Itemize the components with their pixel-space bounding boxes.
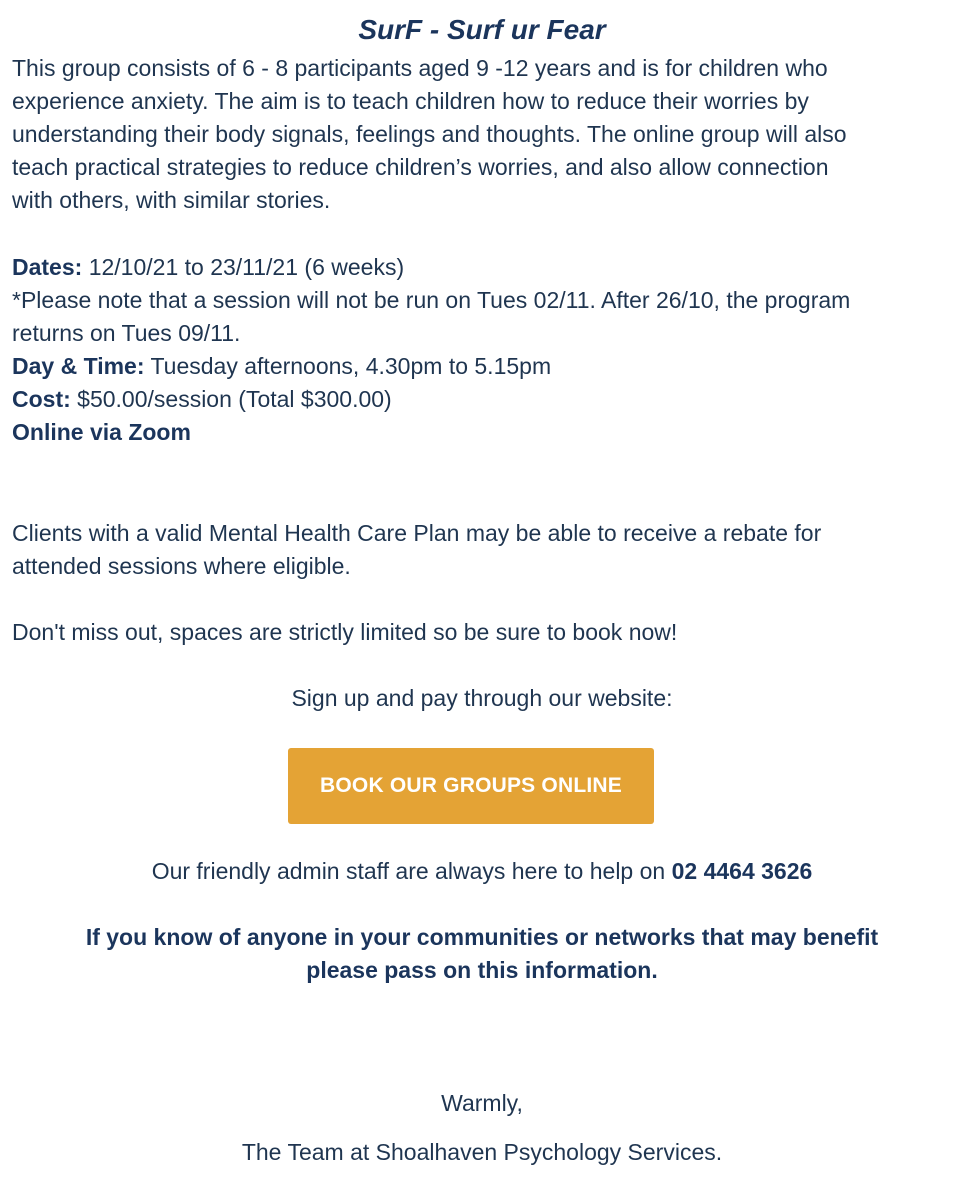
cost-label: Cost: (12, 386, 71, 412)
online-label: Online via Zoom (12, 419, 191, 445)
cost-value: $50.00/session (Total $300.00) (70, 386, 392, 412)
share-message (12, 921, 952, 987)
dates-label: Dates: (12, 254, 83, 280)
rebate-paragraph (12, 517, 946, 583)
schedule-note-line: returns on Tues 09/11. (12, 320, 241, 346)
daytime-value: Tuesday afternoons, 4.30pm to 5.15pm (144, 353, 552, 379)
intro-line: understanding their body signals, feelings and thoughts. The online group will also (12, 121, 847, 147)
daytime-label: Day & Time: (12, 353, 145, 379)
signup-text: Sign up and pay through our website: (291, 685, 673, 711)
intro-line: with others, with similar stories. (12, 187, 331, 213)
dont-miss-text: Don't miss out, spaces are strictly limited so be sure to book now! (12, 619, 678, 645)
share-line: If you know of anyone in your communities or networks that may benefit (85, 924, 879, 950)
signoff-team: The Team at Shoalhaven Psychology Services. (241, 1139, 723, 1165)
book-groups-online-button[interactable]: BOOK OUR GROUPS ONLINE (288, 748, 654, 824)
intro-line: experience anxiety. The aim is to teach children how to reduce their worries by (12, 88, 809, 114)
online-location (12, 416, 946, 449)
signoff-warmly: Warmly, (441, 1090, 523, 1116)
session-details (12, 251, 946, 449)
intro-paragraph (12, 52, 946, 217)
daytime-row (12, 350, 946, 383)
phone-number[interactable]: 02 4464 3626 (671, 858, 813, 884)
group-title: SurF - Surf ur Fear (358, 14, 606, 45)
dates-value: 12/10/21 to 23/11/21 (6 weeks) (82, 254, 405, 280)
schedule-note-line: *Please note that a session will not be run on Tues 02/11. After 26/10, the program (12, 287, 851, 313)
rebate-line: Clients with a valid Mental Health Care Plan may be able to receive a rebate for (12, 520, 822, 546)
admin-help-text (12, 855, 952, 888)
cost-row (12, 383, 946, 416)
rebate-line: attended sessions where eligible. (12, 553, 351, 579)
intro-line: This group consists of 6 - 8 participants aged 9 -12 years and is for children who (12, 55, 828, 81)
admin-help-label: Our friendly admin staff are always here to help on (151, 858, 672, 884)
dates-row (12, 251, 946, 284)
intro-line: teach practical strategies to reduce children’s worries, and also allow connection (12, 154, 829, 180)
share-line: please pass on this information. (306, 957, 658, 983)
